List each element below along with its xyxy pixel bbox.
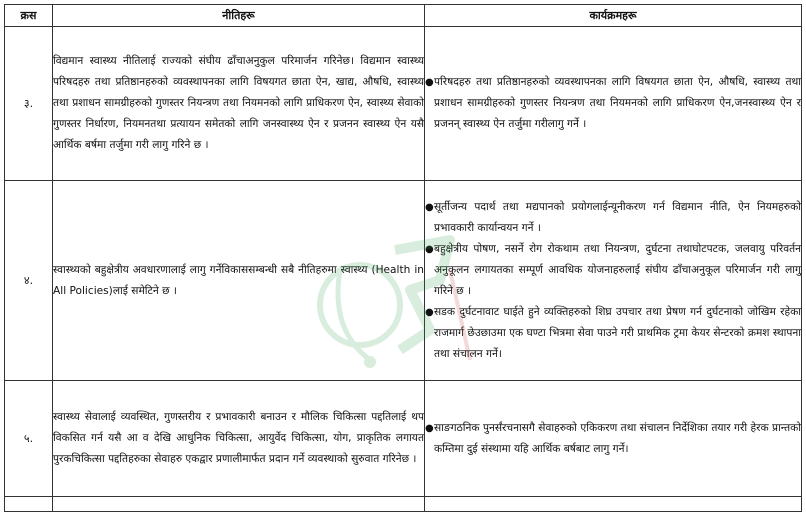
program-text: बहुक्षेत्रीय पोषण, नसर्ने रोग रोकथाम तथा नियन्त्रण, दुर्घटना तथाघोटपटक, जलवायु परिवर्तन अनुकूलन लगायतका सम्पूर्ण आवधिक योजनाहरुलाई संघीय ढाँचाअनुकूल परिमार्जन गरी लागु गरिने छ । [434,242,801,297]
program-text: परिषदहरु तथा प्रतिष्ठानहरुको व्यवस्थापनका लागि विषयगत छाता ऐन, औषधि, स्वास्थ्य तथा प्रशाधन सामग्रीहरुको गुणस्तर नियन्त्रण तथा नियमनको लागि प्राधिकरण ऐन,जनस्वास्थ्य ऐन र प्रजनन् स्वास्थ्य ऐन तर्जुमा गरीलागु गर्ने । [434,76,801,130]
header-serial: क्रस [5,5,53,27]
program-cell [425,27,802,181]
program-text: सूर्तीजन्य पदार्थ तथा मद्यपानको प्रयोगलाईन्यूनीकरण गर्न विद्यमान नीति, ऐन नियमहरुको प्रभावकारी कार्यान्वयन गर्ने । [434,200,801,234]
policy-cell: स्वास्थ्य सेवालाई व्यवस्थित, गुणस्तरीय र प्रभावकारी बनाउन र मौलिक चिकित्सा पद्दतिलाई थप विकसित गर्न यसै आ व देखि आधुनिक चिकित्सा, आयुर्वेद चिकित्सा, योग, प्राकृतिक लगायत पुरकचिकित्सा पद्दतिहरुका सेवाहरु एकद्वार प्रणालीमार्फत प्रदान गर्ने व्यवस्थाको सुरुवात गरिनेछ । [53,381,425,497]
policy-cell: विद्यमान स्वास्थ्य नीतिलाई राज्यको संघीय ढाँचाअनुकुल परिमार्जन गरिनेछ। विद्यमान स्वास्थ्य परिषदहरु तथा प्रतिष्ठानहरुको व्यवस्थापनका लागि विषयगत छाता ऐन, खाद्य, औषधि, स्वास्थ्य तथा प्रशाधन सामग्रीहरुको गुणस्तर नियन्त्रण तथा नियमनको लागि प्राधिकरण ऐन, स्वास्थ्य सेवाको गुणस्तर निर्धारण, नियमनतथा प्रत्यायन समेतको लागि जनस्वास्थ्य ऐन र प्रजनन स्वास्थ्य ऐन यसै आर्थिक बर्षमा तर्जुमा गरी लागु गरिने छ । [53,27,425,181]
bullet-icon: ● [425,77,434,88]
program-item [425,302,801,365]
header-policies: नीतिहरू [53,5,425,27]
table-row [5,27,802,181]
header-programs: कार्यक्रमहरू [425,5,802,27]
program-cell [425,181,802,381]
policy-table [4,4,802,512]
bullet-icon: ● [425,306,434,318]
program-item [425,239,801,302]
policy-cell [53,497,425,512]
row-number: ३. [5,27,53,181]
program-cell [425,497,802,512]
row-number [5,497,53,512]
program-item [425,418,801,460]
program-text: सडक दुर्घटनावाट घाईते हुने व्यक्तिहरुको शिघ्र उपचार तथा प्रेषण गर्न दुर्घटनाको जोखिम रहेका राजमार्ग छेउछाउमा एक घण्टा भित्रमा सेवा पाउने गरी प्राथमिक ट्रमा केयर सेन्टरको क्रमश स्थापना तथा संचालन गर्ने। [434,305,801,360]
table-row [5,181,802,381]
table-row-partial [5,497,802,512]
bullet-icon: ● [425,201,434,213]
program-cell [425,381,802,497]
program-text: साङगठनिक पुनर्संरचनासगै सेवाहरुको एकिकरण तथा संचालन निर्देशिका तयार गरी हेरक प्रान्तको कम्तिमा दुई संस्थामा यहि आर्थिक बर्षबाट लागु गर्ने। [434,421,801,455]
policy-cell: स्वास्थ्यको बहुक्षेत्रीय अवधारणालाई लागु गर्नेविकाससम्बन्धी सबै नीतिहरुमा स्वास्थ्य (Health in All Policies)लाई समेटिने छ । [53,181,425,381]
row-number: ४. [5,181,53,381]
table-header-row [5,5,802,27]
program-item [425,72,801,135]
bullet-icon: ● [425,243,434,255]
row-number: ५. [5,381,53,497]
bullet-icon: ● [425,422,434,434]
program-item [425,197,801,239]
table-row [5,381,802,497]
